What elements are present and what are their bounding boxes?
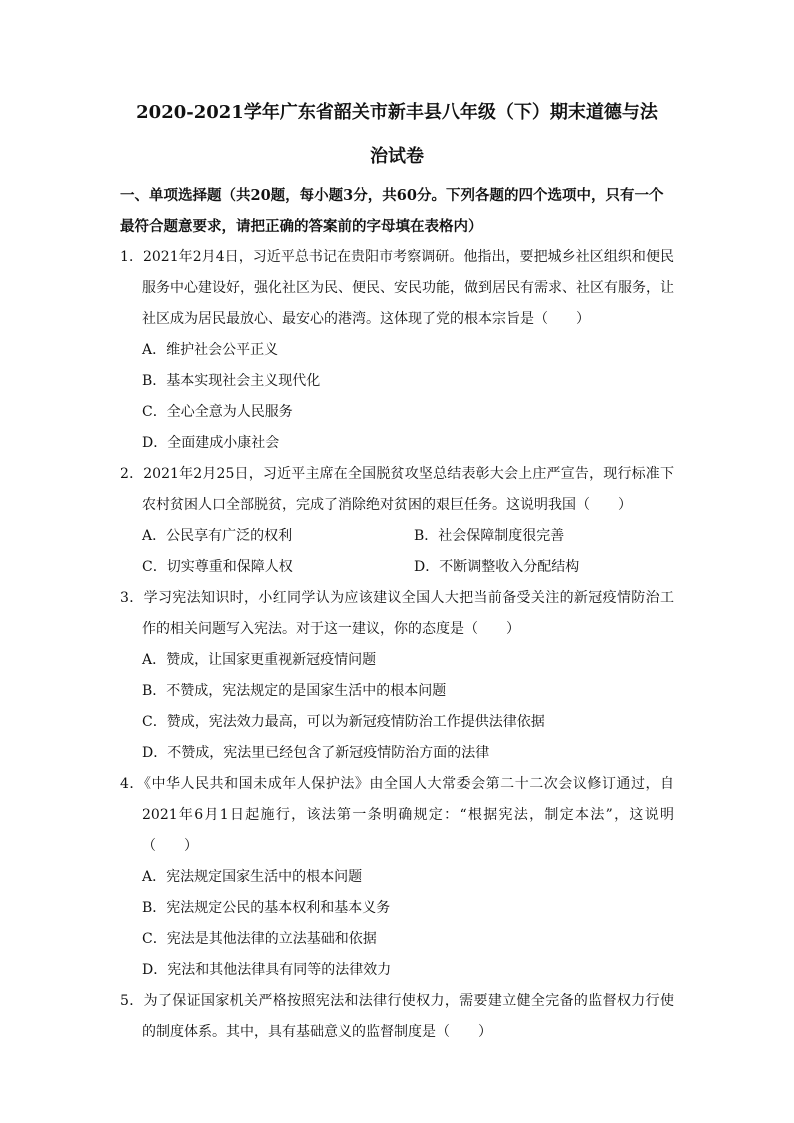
exam-title xyxy=(120,98,674,172)
options-grid xyxy=(120,521,674,583)
exam-title-line2: 治试卷 xyxy=(370,146,424,167)
option-c: C．赞成，宪法效力最高，可以为新冠疫情防治工作提供法律依据 xyxy=(142,714,545,730)
question-stem: 3．学习宪法知识时，小红同学认为应该建议全国人大把当前备受关注的新冠疫情防治工作的相关问题写入宪法。对于这一建议，你的态度是（ ） xyxy=(120,590,674,637)
exam-title-line1: 2020-2021学年广东省韶关市新丰县八年级（下）期末道德与法 xyxy=(136,102,658,123)
question-stem: 2．2021年2月25日，习近平主席在全国脱贫攻坚总结表彰大会上庄严宣告，现行标准下农村贫困人口全部脱贫，完成了消除绝对贫困的艰巨任务。这说明我国（ ） xyxy=(120,466,674,513)
option-a: A．公民享有广泛的权利 xyxy=(142,528,293,544)
question-3 xyxy=(120,583,674,769)
option-c: C．切实尊重和保障人权 xyxy=(142,559,293,575)
option-b: B．宪法规定公民的基本权利和基本义务 xyxy=(142,900,391,916)
option-d: D．不赞成，宪法里已经包含了新冠疫情防治方面的法律 xyxy=(142,745,490,761)
question-5 xyxy=(120,986,674,1048)
question-stem: 1．2021年2月4日，习近平总书记在贵阳市考察调研。他指出，要把城乡社区组织和便民服务中心建设好，强化社区为民、便民、安民功能，做到居民有需求、社区有服务，让社区成为居民最放心、最安心的港湾。这体现了党的根本宗旨是（ ） xyxy=(120,249,674,327)
question-stem: 5．为了保证国家机关严格按照宪法和法律行使权力，需要建立健全完备的监督权力行使的制度体系。其中，具有基础意义的监督制度是（ ） xyxy=(120,993,674,1040)
question-4 xyxy=(120,769,674,986)
option-c: C．宪法是其他法律的立法基础和依据 xyxy=(142,931,377,947)
option-a: A．赞成，让国家更重视新冠疫情问题 xyxy=(142,652,377,668)
question-stem: 4．《中华人民共和国未成年人保护法》由全国人大常委会第二十二次会议修订通过，自2021年6月1日起施行，该法第一条明确规定：“根据宪法，制定本法”，这说明（ ） xyxy=(120,776,674,854)
option-d: D．不断调整收入分配结构 xyxy=(414,559,580,575)
option-a: A．维护社会公平正义 xyxy=(142,342,279,358)
option-a: A．宪法规定国家生活中的根本问题 xyxy=(142,869,363,885)
option-b: B．不赞成，宪法规定的是国家生活中的根本问题 xyxy=(142,683,447,699)
option-d: D．全面建成小康社会 xyxy=(142,435,280,451)
question-1 xyxy=(120,242,674,459)
section-heading: 一、单项选择题（共20题，每小题3分，共60分。下列各题的四个选项中，只有一个最符合题意要求，请把正确的答案前的字母填在表格内） xyxy=(120,187,664,235)
option-d: D．宪法和其他法律具有同等的法律效力 xyxy=(142,962,392,978)
question-2 xyxy=(120,459,674,583)
option-b: B．基本实现社会主义现代化 xyxy=(142,373,321,389)
option-c: C．全心全意为人民服务 xyxy=(142,404,293,420)
option-b: B．社会保障制度很完善 xyxy=(414,528,565,544)
